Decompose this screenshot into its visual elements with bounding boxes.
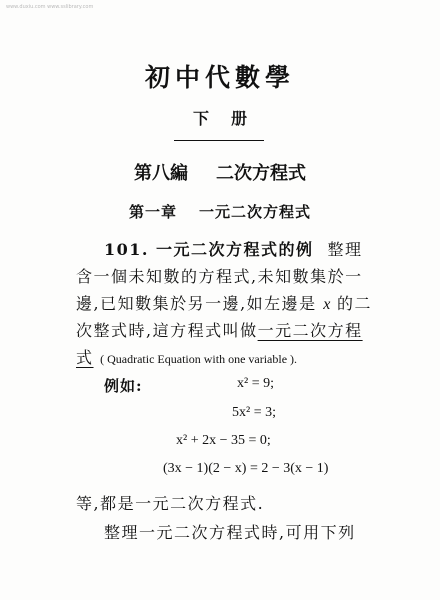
volume-label: 下册	[192, 109, 269, 128]
equation: 5x² = 3;	[232, 405, 276, 420]
equation: (3x − 1)(2 − x) = 2 − 3(x − 1)	[163, 461, 329, 476]
section-heading: 101. 一元二次方程式的例	[104, 240, 314, 259]
paragraph-line	[76, 345, 386, 368]
part-heading	[0, 159, 440, 185]
book-title: 初中代數學	[144, 63, 295, 92]
paragraph-text: 次整式時,這方程式叫做	[76, 321, 258, 340]
paragraph-text: 整理	[327, 240, 363, 259]
title-divider	[174, 140, 264, 141]
part-name: 二次方程式	[216, 163, 306, 184]
watermark: www.duxiu.com www.sslibrary.com	[6, 4, 94, 10]
paragraph-line	[104, 237, 414, 260]
chapter-name: 一元二次方程式	[199, 203, 312, 221]
defined-term: 式	[76, 348, 94, 367]
defined-term: 一元二次方程	[257, 321, 363, 340]
paragraph-line	[76, 318, 386, 341]
chapter-heading	[0, 201, 440, 222]
variable-x: x	[323, 296, 331, 313]
chapter-number: 第一章	[128, 203, 177, 221]
paragraph-line: 整理一元二次方程式時,可用下列	[104, 523, 356, 542]
paragraph-text: 邊,已知數集於另一邊,如左邊是	[76, 294, 317, 313]
paragraph-line: 等,都是一元二次方程式.	[76, 494, 265, 513]
paragraph-text: 的二	[336, 294, 372, 313]
equation: x² + 2x − 35 = 0;	[176, 433, 271, 448]
part-number: 第八編	[134, 163, 188, 184]
english-term: ( Quadratic Equation with one variable ).	[100, 352, 298, 366]
example-label: 例如:	[104, 377, 143, 395]
paragraph-line: 含一個未知數的方程式,未知數集於一	[76, 267, 363, 286]
paragraph-line	[76, 291, 386, 314]
equation: x² = 9;	[237, 376, 274, 391]
